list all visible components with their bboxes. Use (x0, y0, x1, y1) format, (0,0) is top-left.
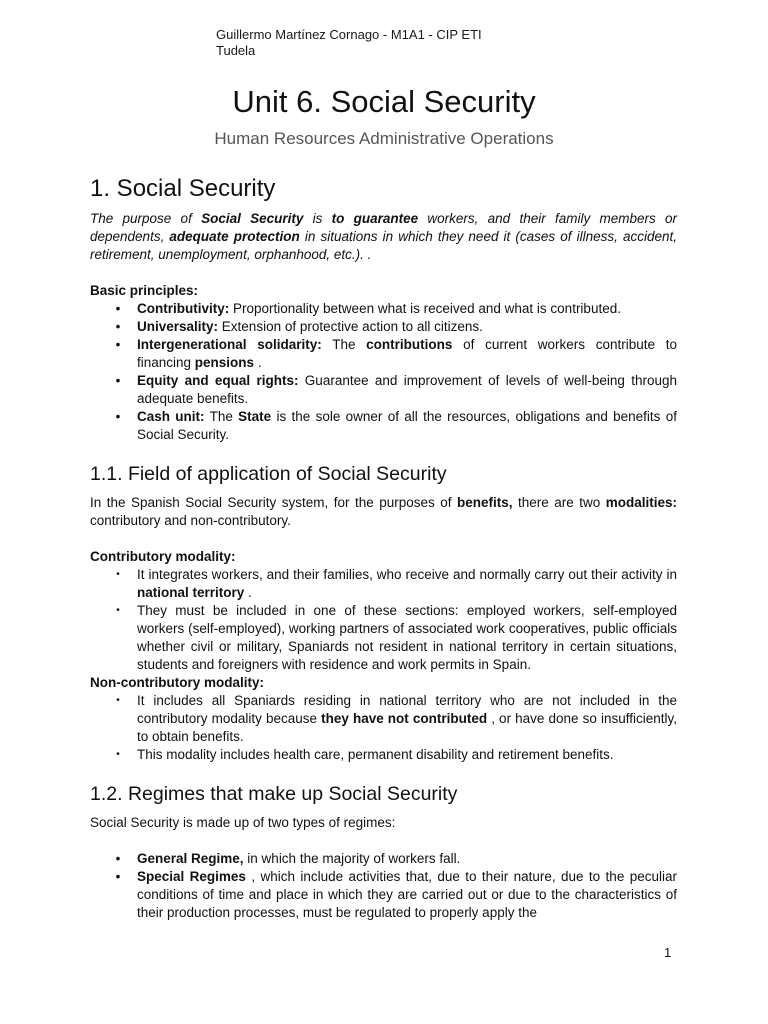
bullet-icon: • (115, 373, 121, 388)
bullet-icon: • (116, 695, 120, 706)
text: of current workers contribute to financing (137, 337, 677, 370)
text: . (244, 585, 252, 600)
bold-text: contributions (366, 337, 453, 352)
text: This modality includes health care, permanent disability and retirement benefits. (137, 747, 614, 762)
text: is (303, 211, 332, 226)
text: is the sole owner of all the resources, obligations and benefits of Social Security. (137, 409, 677, 442)
text: The (204, 409, 239, 424)
text: . (254, 355, 262, 370)
document-subtitle: Human Resources Administrative Operations (214, 129, 554, 148)
list-item (90, 408, 677, 444)
bullet-icon: • (116, 749, 120, 760)
bold-text: modalities: (605, 495, 677, 510)
section-heading-field-of-application: 1.1. Field of application of Social Security (90, 463, 447, 485)
document-title: Unit 6. Social Security (232, 84, 536, 119)
text: The purpose of (90, 211, 202, 226)
list-item (90, 868, 677, 922)
text: , or have done so insufficiently, to obtain benefits. (137, 711, 678, 744)
text: there are two (512, 495, 606, 510)
bullet-icon: • (115, 301, 121, 316)
principles-list (90, 300, 677, 444)
bold-text: benefits, (457, 495, 513, 510)
section-intro-paragraph: Social Security is made up of two types of regimes: (90, 815, 396, 830)
list-item (90, 746, 677, 764)
list-item (90, 336, 677, 372)
author-line: Guillermo Martínez Cornago - M1A1 - CIP ETI (216, 27, 482, 42)
bold-text: pensions (194, 355, 255, 370)
page-number: 1 (664, 945, 672, 960)
term: Contributivity: (137, 301, 230, 316)
bullet-icon: • (115, 337, 121, 352)
bold-text: to guarantee (331, 211, 419, 226)
list-item (90, 850, 677, 868)
noncontributory-list (90, 692, 677, 764)
bold-text: State (238, 409, 272, 424)
noncontributory-modality-label: Non-contributory modality: (90, 675, 264, 690)
bold-text: they have not contributed (321, 711, 488, 726)
bullet-icon: • (116, 605, 120, 616)
bold-text: national territory (137, 585, 245, 600)
list-item (90, 300, 677, 318)
text: It includes all Spaniards residing in national territory who are not included in the contributory modality because (137, 693, 677, 726)
regimes-list (90, 850, 677, 922)
section-heading-regimes: 1.2. Regimes that make up Social Security (90, 783, 458, 805)
list-item (90, 602, 677, 674)
section-intro-paragraph (90, 210, 677, 264)
text: in situations in which they need it (cases of illness, accident, retirement, unemployment, orphanhood, etc.). . (90, 229, 677, 262)
text: contributory and non-contributory. (90, 513, 291, 528)
term: Special Regimes (137, 869, 246, 884)
bullet-icon: • (115, 409, 121, 424)
text: , which include activities that, due to their nature, due to the peculiar conditions of time and place in which they are carried out or due to the characteristics of their production processes, must be regulated to properly apply the (137, 869, 677, 920)
text: Proportionality between what is received and what is contributed. (229, 301, 621, 316)
list-item (90, 566, 677, 602)
text: workers, and their family members or dependents, (90, 211, 677, 244)
term: General Regime, (137, 851, 244, 866)
list-item (90, 692, 677, 746)
bold-text: Social Security (201, 211, 304, 226)
term: Universality: (137, 319, 219, 334)
bullet-icon: • (115, 869, 121, 884)
text: It integrates workers, and their families, who receive and normally carry out their activity in (137, 567, 677, 582)
section-heading-social-security: 1. Social Security (90, 175, 276, 202)
bullet-icon: • (115, 851, 121, 866)
bullet-icon: • (115, 319, 121, 334)
section-intro-paragraph (90, 494, 677, 530)
basic-principles-label: Basic principles: (90, 283, 199, 298)
text: They must be included in one of these sections: employed workers, self-employed workers (self-employed), working partners of associated work cooperatives, public officials whether civil or military, Spaniards not resident in national territory in certain situations, students and foreigners with residence and work permits in Spain. (137, 603, 677, 672)
text: Extension of protective action to all citizens. (218, 319, 483, 334)
text: In the Spanish Social Security system, for the purposes of (90, 495, 457, 510)
term: Cash unit: (137, 409, 205, 424)
text: Guarantee and improvement of levels of well-being through adequate benefits. (137, 373, 677, 406)
text: The (321, 337, 367, 352)
contributory-modality-label: Contributory modality: (90, 549, 236, 564)
term: Equity and equal rights: (137, 373, 299, 388)
list-item (90, 318, 677, 336)
bullet-icon: • (116, 569, 120, 580)
document-body (90, 172, 677, 922)
contributory-list (90, 566, 677, 674)
term: Intergenerational solidarity: (137, 337, 322, 352)
author-location: Tudela (216, 43, 256, 58)
document-header (216, 27, 536, 59)
text: in which the majority of workers fall. (243, 851, 461, 866)
bold-text: adequate protection (169, 229, 300, 244)
list-item (90, 372, 677, 408)
